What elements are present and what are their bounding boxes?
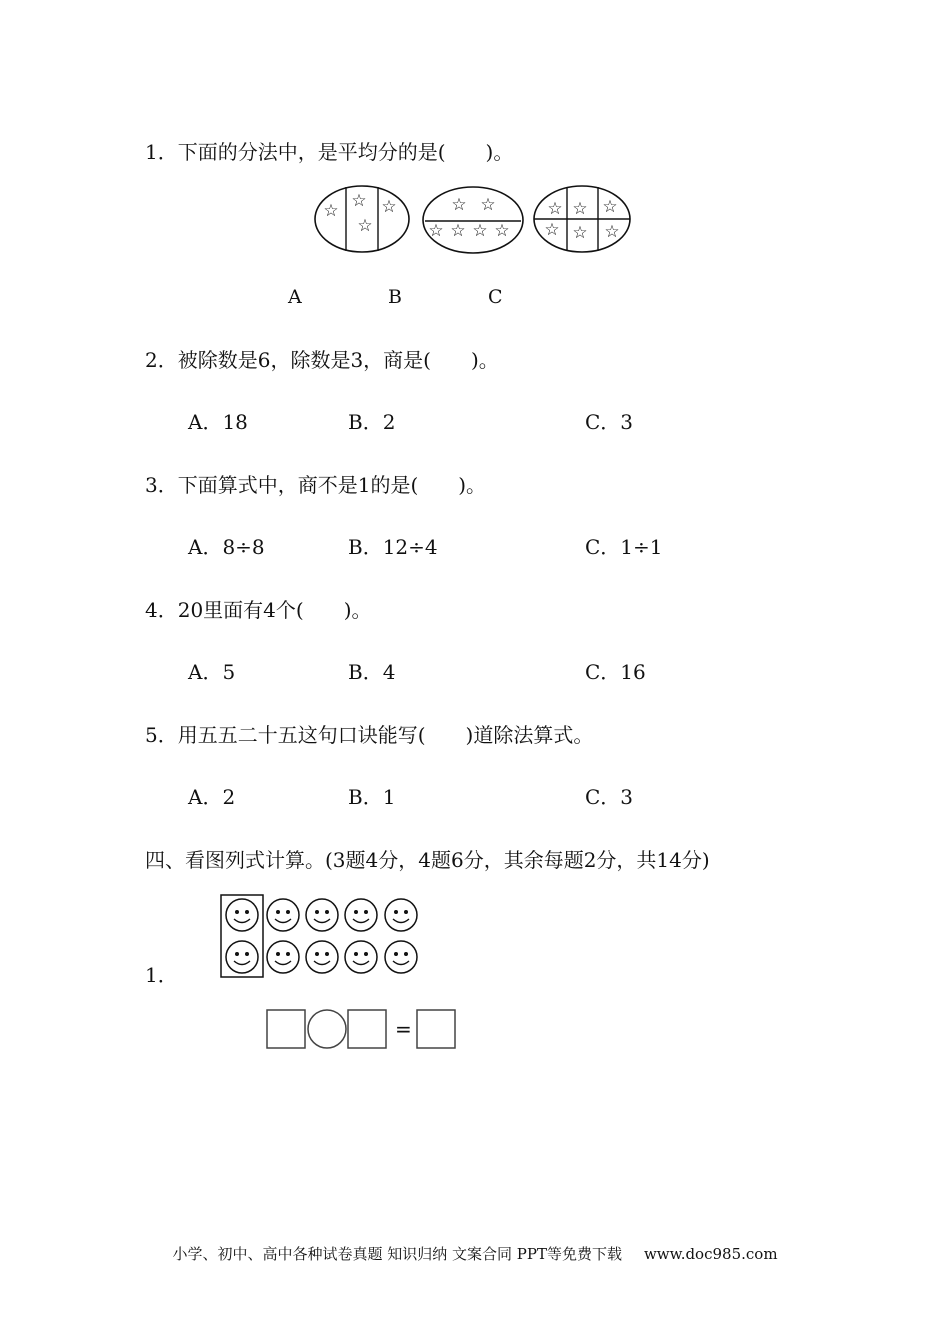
q2-option-b: B．2 (348, 410, 396, 434)
answer-box-result[interactable] (417, 1010, 455, 1048)
q3-option-b: B．12÷4 (348, 535, 438, 559)
star-icon: ☆ (602, 197, 618, 217)
operator-circle[interactable] (308, 1010, 346, 1048)
section-4-item-1-number: 1． (145, 963, 178, 987)
star-icon: ☆ (428, 221, 444, 241)
star-icon: ☆ (357, 216, 373, 236)
star-icon: ☆ (544, 220, 560, 240)
star-icon: ☆ (451, 195, 467, 215)
q2-option-a: A．18 (188, 410, 248, 434)
star-icon: ☆ (323, 201, 339, 221)
q3-option-a: A．8÷8 (188, 535, 265, 559)
q1-label-c: C (488, 286, 503, 308)
question-1: 1．下面的分法中，是平均分的是( )。 (145, 140, 514, 164)
star-icon: ☆ (450, 221, 466, 241)
q4-option-a: A．5 (188, 660, 236, 684)
footer-text: 小学、初中、高中各种试卷真题 知识归纳 文案合同 PPT等免费下载 (172, 1245, 622, 1263)
q4-option-c: C．16 (585, 660, 646, 684)
q4-option-b: B．4 (348, 660, 396, 684)
q3-option-c: C．1÷1 (585, 535, 663, 559)
equals-sign: = (395, 1017, 412, 1041)
q5-option-b: B．1 (348, 785, 396, 809)
star-icon: ☆ (572, 223, 588, 243)
q5-option-a: A．2 (188, 785, 236, 809)
star-icon: ☆ (572, 199, 588, 219)
question-5: 5．用五五二十五这句口诀能写( )道除法算式。 (145, 723, 594, 747)
star-icon: ☆ (381, 197, 397, 217)
question-4: 4．20里面有4个( )。 (145, 598, 372, 622)
section-4-heading: 四、看图列式计算。(3题4分，4题6分，其余每题2分，共14分) (145, 848, 710, 872)
answer-box-2[interactable] (348, 1010, 386, 1048)
question-2: 2．被除数是6，除数是3，商是( )。 (145, 348, 499, 372)
star-icon: ☆ (351, 191, 367, 211)
q1-label-a: A (288, 286, 302, 308)
q2-option-c: C．3 (585, 410, 634, 434)
q1-label-b: B (388, 286, 402, 308)
star-icon: ☆ (480, 195, 496, 215)
q5-option-c: C．3 (585, 785, 634, 809)
star-icon: ☆ (604, 222, 620, 242)
answer-box-1[interactable] (267, 1010, 305, 1048)
star-icon: ☆ (472, 221, 488, 241)
footer (0, 1244, 950, 1264)
footer-url[interactable]: www.doc985.com (643, 1245, 778, 1263)
question-3: 3．下面算式中，商不是1的是( )。 (145, 473, 487, 497)
star-icon: ☆ (547, 199, 563, 219)
star-icon: ☆ (494, 221, 510, 241)
